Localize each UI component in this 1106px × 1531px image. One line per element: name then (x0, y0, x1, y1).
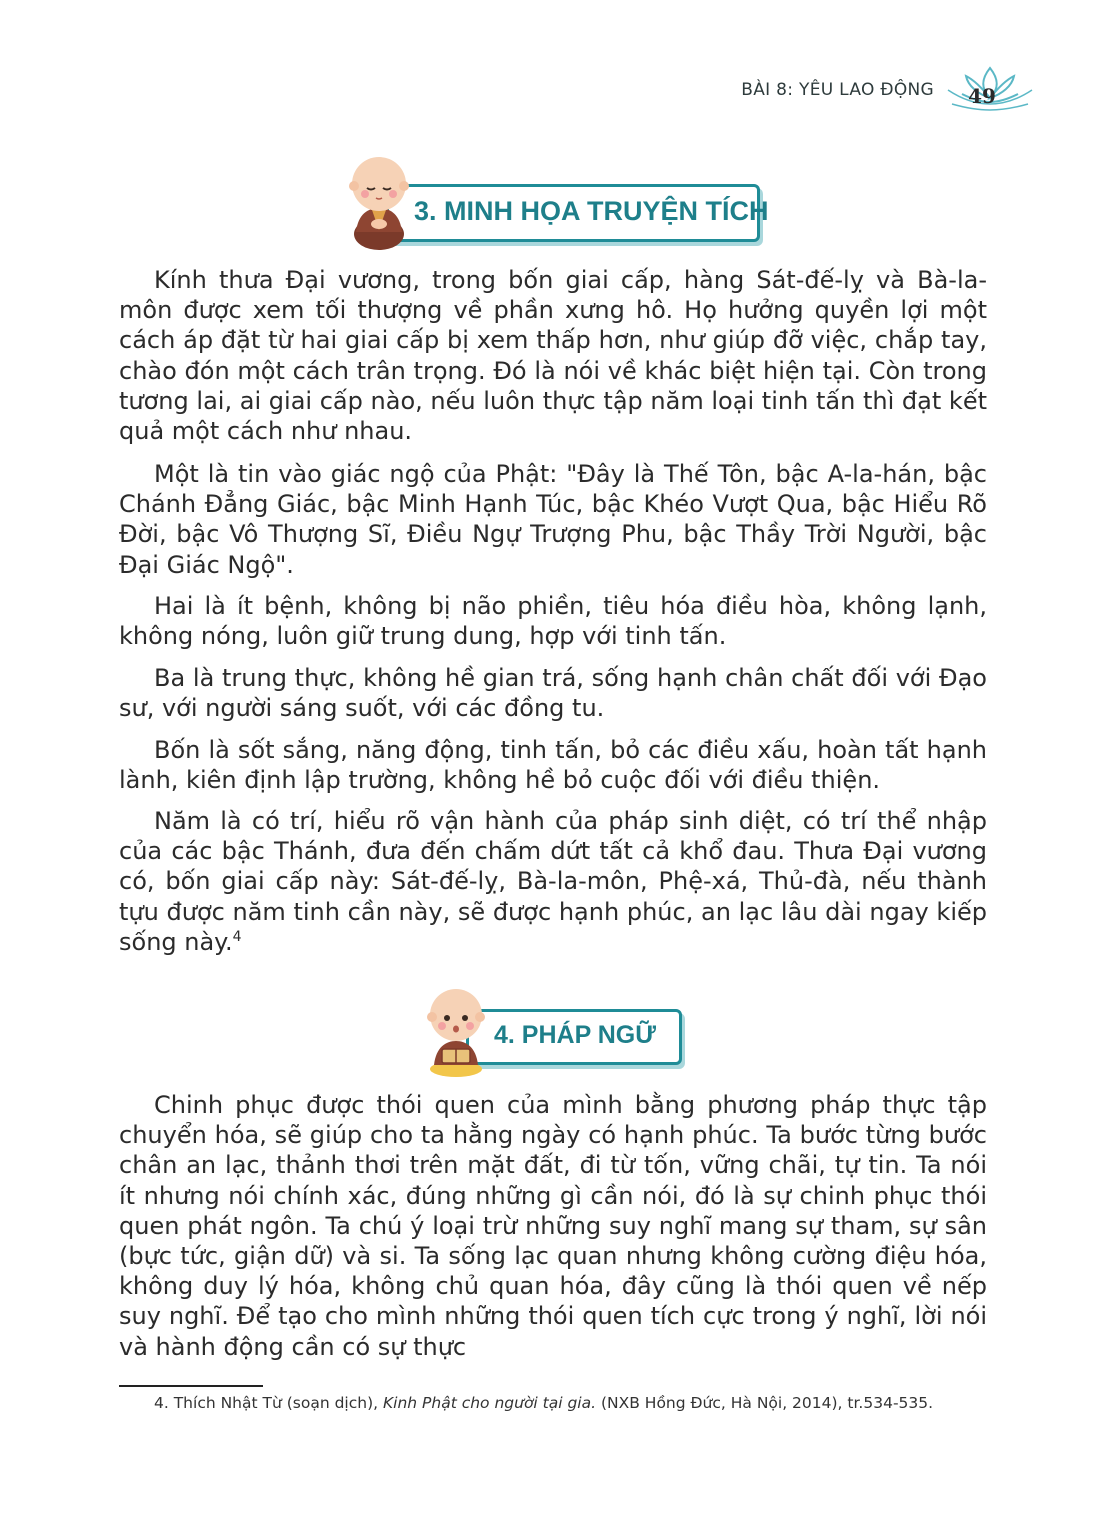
footnote-marker: 4 (232, 928, 242, 945)
story-paragraph: Hai là ít bệnh, không bị não phiền, tiêu hóa điều hòa, không lạnh, không nóng, luôn giữ trung dung, hợp với tinh tấn. (119, 592, 987, 651)
footnote-rest: (NXB Hồng Đức, Hà Nội, 2014), tr.534-535. (596, 1394, 934, 1412)
section-heading-dharma (420, 983, 690, 1069)
story-paragraph: Ba là trung thực, không hề gian trá, sống hạnh chân chất đối với Đạo sư, với người sáng suốt, với các đồng tu. (119, 664, 987, 723)
story-paragraph-last (119, 806, 987, 957)
running-header (0, 78, 1106, 118)
dharma-paragraph: Chinh phục được thói quen của mình bằng phương pháp thực tập chuyển hóa, sẽ giúp cho ta hằng ngày có hạnh phúc. Ta bước từng bước chân an lạc, thảnh thơi trên mặt đất, đi từ tốn, vững chãi, tự tin. Ta nói ít nhưng nói chính xác, đúng những gì cần nói, đó là sự chinh phục thói quen phát ngôn. Ta chú ý loại trừ những suy nghĩ mang sự tham, sự sân (bực tức, giận dữ) và si. Ta sống lạc quan nhưng không cường điệu hóa, không duy lý hóa, không chủ quan hóa, đây cũng là thói quen về nếp suy nghĩ. Để tạo cho mình những thói quen tích cực trong ý nghĩ, lời nói và hành động cần có sự thực (119, 1091, 987, 1361)
page-number: 49 (968, 84, 996, 108)
monk-reading-icon (422, 983, 490, 1079)
story-paragraph (119, 735, 987, 795)
story-paragraph: Một là tin vào giác ngộ của Phật: "Đây là Thế Tôn, bậc A-la-hán, bậc Chánh Đẳng Giác, bậc Minh Hạnh Túc, bậc Khéo Vượt Qua, bậc Hiểu Rõ Đời, bậc Vô Thượng Sĩ, Điều Ngự Trượng Phu, bậc Thầy Trời Người, bậc Đại Giác Ngộ". (119, 460, 987, 579)
footnote-divider (119, 1385, 263, 1387)
section-heading-story (336, 152, 769, 238)
story-paragraph-text: Bốn là sốt sắng, năng động, tinh tấn, bỏ các điều xấu, hoàn tất hạnh lành, kiên định lập trường, không hề bỏ cuộc đối với điều thiện. (119, 736, 987, 795)
section-title: 4. PHÁP NGỮ (494, 1021, 656, 1049)
section-title: 3. MINH HỌA TRUYỆN TÍCH (414, 196, 769, 226)
monk-meditating-icon (342, 152, 416, 252)
story-paragraph-text: Năm là có trí, hiểu rõ vận hành của pháp sinh diệt, có trí thể nhập của các bậc Thánh, đưa đến chấm dứt tất cả khổ đau. Thưa Đại vương có, bốn giai cấp này: Sát-đế-lỵ, Bà-la-môn, Phệ-xá, Thủ-đà, nếu thành tựu được năm tinh cần này, sẽ được hạnh phúc, an lạc lâu dài ngay kiếp sống này. (119, 807, 987, 956)
footnote-lead: 4. Thích Nhật Từ (soạn dịch), (154, 1394, 383, 1412)
running-title: BÀI 8: YÊU LAO ĐỘNG (741, 80, 934, 100)
story-paragraph: Kính thưa Đại vương, trong bốn giai cấp, hàng Sát-đế-lỵ và Bà-la-môn được xem tối thượng về phần xưng hô. Họ hưởng quyền lợi một cách áp đặt từ hai giai cấp bị xem thấp hơn, như giúp đỡ việc, chắp tay, chào đón một cách trân trọng. Đó là nói về khác biệt hiện tại. Còn trong tương lai, ai giai cấp nào, nếu luôn thực tập năm loại tinh tấn thì đạt kết quả một cách như nhau. (119, 266, 987, 446)
footnote-book-title: Kinh Phật cho người tại gia. (382, 1394, 597, 1412)
footnote (119, 1392, 987, 1414)
